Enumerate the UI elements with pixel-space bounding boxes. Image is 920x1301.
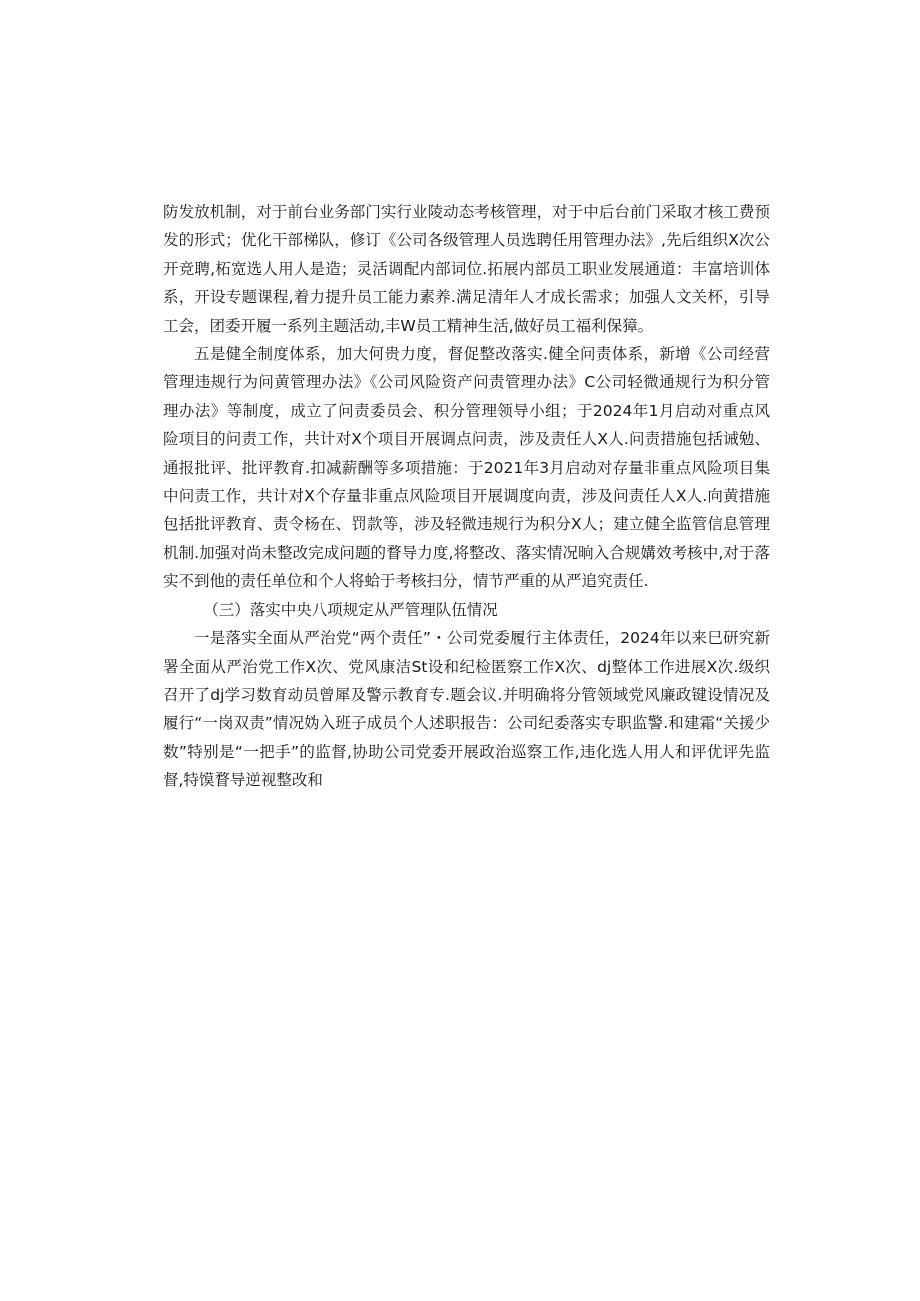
- section-heading: （三）落实中央八项规定从严管理队伍情况: [203, 600, 498, 619]
- paragraph-party-responsibility: 一是落实全面从严治党“两个责任”・公司党委履行主体责任，2024年以来巳研究新署全面从严治党工作X次、党风康洁St设和纪检匿察工作X次、dj整体工作进展X次.级织召开了dj学习数育动员曾犀及警示教育专.题会议.并明确将分管领域党风廉政键设情况及履行“一岗双责”情况妫入班子成员个人述职报告：公司纪委落实专职监警.和建霜“关援少数”特别是“一把手”的监督,协助公司党委开展政治巡察工作,违化选人用人和评优评先监督,特馍瞀导逆视整改和: [163, 629, 770, 790]
- paragraph-institutional-system: 五是健全制度体系，加大何贵力度，督促整改落实.健全问责体系，新增《公司经营管理违规行为问黄管理办法》《公司风险资产问责管理办法》C公司轻微通规行为积分管理办法》等制度，成立了问责委员会、积分管理领导小组；于2024年1月启动对重点风险项目的问责工作，共计对X个项目开展调点问责，涉及责任人X人.问责措施包括诫勉、通报批评、批评教育.扣减薪酬等多项措施：于2021年3月启动对存量非重点风险项目集中问责工作，共计对X个存量非重点风险项目开展调度向责，涉及问责任人X人.向黄措施包括批评教育、责令杨在、罚款等，涉及轻微违规行为积分X人；建立健全监管信息管理机制.加强对尚未整改完成问题的瞀导力度,将整改、落实情况晌入合规媾效考核中,对于落实不到他的责任单位和个人将蛤于考核扫分，情节严重的从严追究责任.: [163, 345, 770, 591]
- paragraph-continuation: 防发放机制，对于前台业务部门实行业陵动态考核管理，对于中后台前门采取才核工费预发的形式；优化干部梯队，修订《公司各级管理人员选聘任用管理办法》,先后组织X次公开竞聘,柘宽选人用人是造；灵活调配内部词位.拓展内部员工职业发展通道：丰富培训体系，开设专题课程,着力提升员工能力素养.满足清年人才成长需求；加强人文关杯，引导工会，团委开履一系列主题活动,丰W员工精神生活,做好员工福利保獐。: [163, 203, 770, 335]
- document-body: [163, 198, 770, 795]
